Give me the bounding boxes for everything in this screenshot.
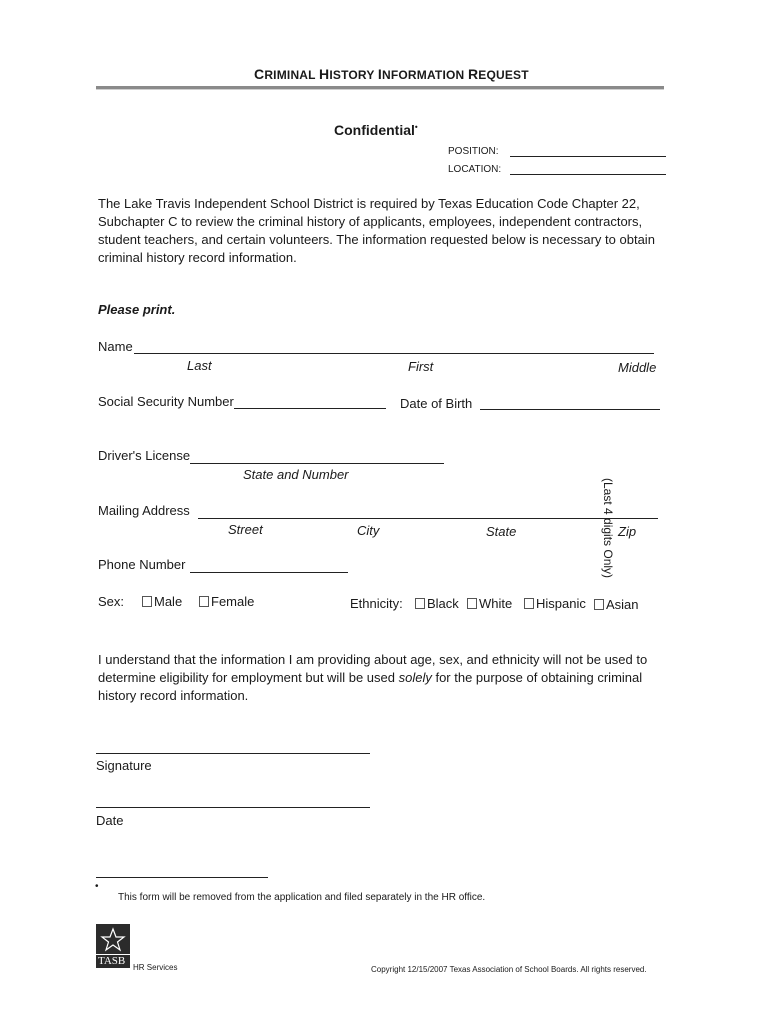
signature-label: Signature [96, 758, 152, 773]
sex-option-male[interactable]: Male [142, 594, 182, 609]
checkbox-icon [142, 596, 152, 607]
name-field[interactable] [134, 353, 654, 354]
date-label: Date [96, 813, 124, 828]
please-print: Please print. [98, 302, 176, 317]
phone-label: Phone Number [98, 557, 186, 572]
ethnicity-label: Ethnicity: [350, 596, 403, 611]
name-label: Name [98, 339, 133, 354]
checkbox-icon [415, 598, 425, 609]
ethnicity-option-asian[interactable]: Asian [594, 597, 639, 612]
phone-field[interactable] [190, 572, 348, 573]
last4-note: (Last 4 digits Only) [601, 478, 615, 579]
date-field[interactable] [96, 807, 370, 808]
confidential-label: Confidential• [334, 122, 418, 138]
mail-city-caption: City [357, 523, 380, 538]
hr-services-label: HR Services [133, 963, 178, 972]
tasb-logo [96, 924, 130, 968]
title-rule-shadow [96, 89, 664, 90]
footnote-mark: • [95, 881, 99, 892]
intro-paragraph: The Lake Travis Independent School District is required by Texas Education Code Chapter 22, Subchapter C to review the criminal history of applicants, employees, independent contractors, student teachers, and certain volunteers. The information requested below is necessary to obtain criminal history record information. [98, 196, 655, 265]
mail-zip-caption: Zip [618, 524, 637, 539]
footnote-text: This form will be removed from the application and filed separately in the HR office. [118, 892, 486, 903]
drivers-license-field[interactable] [190, 463, 444, 464]
mail-street-caption: Street [228, 522, 263, 537]
form-title: CRIMINAL HISTORY INFORMATION REQUEST [254, 66, 529, 82]
ethnicity-option-white[interactable]: White [467, 596, 512, 611]
ssn-field[interactable] [234, 408, 386, 409]
dob-field[interactable] [480, 409, 660, 410]
position-field[interactable] [510, 156, 666, 157]
footnote-rule [96, 877, 268, 878]
checkbox-icon [199, 596, 209, 607]
dob-label: Date of Birth [400, 396, 473, 411]
checkbox-icon [467, 598, 477, 609]
tasb-logo-text: TASB [98, 955, 126, 967]
sex-label: Sex: [98, 594, 125, 609]
drivers-license-caption: State and Number [243, 467, 349, 482]
name-last-caption: Last [187, 358, 212, 373]
sex-option-female[interactable]: Female [199, 594, 254, 609]
location-field[interactable] [510, 174, 666, 175]
mail-state-caption: State [486, 524, 517, 539]
copyright-text: Copyright 12/15/2007 Texas Association of School Boards. All rights reserved. [371, 965, 647, 974]
ethnicity-option-black[interactable]: Black [415, 596, 459, 611]
name-first-caption: First [408, 359, 434, 374]
ssn-label: Social Security Number [98, 394, 234, 409]
mailing-address-field[interactable] [198, 518, 658, 519]
drivers-license-label: Driver's License [98, 448, 191, 463]
checkbox-icon [524, 598, 534, 609]
checkbox-icon [594, 599, 604, 610]
acknowledgement-paragraph: I understand that the information I am providing about age, sex, and ethnicity will not be used to determine eligibility for employment but will be used solely for the purpose of obtaining criminal history record information. [98, 652, 648, 703]
ethnicity-option-hispanic[interactable]: Hispanic [524, 596, 586, 611]
position-label: POSITION: [448, 146, 499, 157]
mailing-address-label: Mailing Address [98, 503, 190, 518]
location-label: LOCATION: [448, 164, 502, 175]
name-middle-caption: Middle [618, 360, 657, 375]
signature-field[interactable] [96, 753, 370, 754]
